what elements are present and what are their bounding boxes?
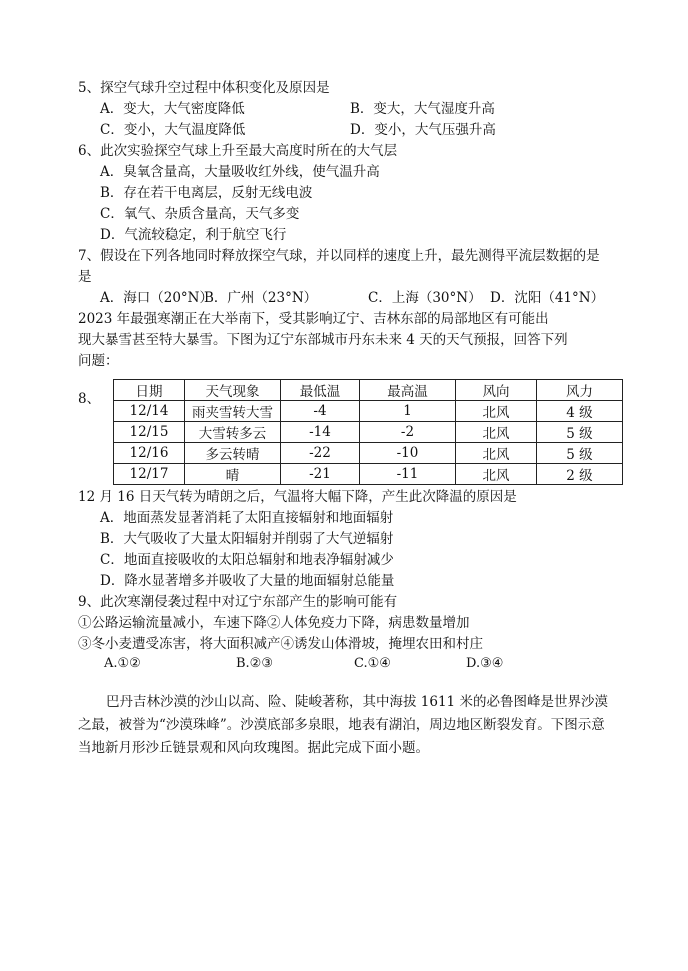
q5-stem: 5、探空气球升空过程中体积变化及原因是 (78, 80, 330, 96)
q8-option-b: B．大气吸收了大量太阳辐射并削弱了大气逆辐射 (100, 531, 394, 547)
col-header-max-temp: 最高温 (360, 380, 456, 401)
col-header-weather: 天气现象 (185, 380, 281, 401)
q6-stem: 6、此次实验探空气球上升至最大高度时所在的大气层 (78, 143, 398, 159)
cell-weather: 晴 (185, 464, 281, 485)
intro-line2: 现大暴雪甚至特大暴雪。下图为辽宁东部城市丹东未来 4 天的天气预报，回答下列 (78, 332, 568, 348)
cell-weather: 多云转晴 (185, 443, 281, 464)
cell-max-temp: 1 (360, 401, 456, 422)
cell-wind-force: 5 级 (537, 443, 623, 464)
q6-option-c: C．氧气、杂质含量高，天气多变 (100, 206, 300, 222)
cell-wind-dir: 北风 (456, 443, 537, 464)
cell-min-temp: -4 (281, 401, 360, 422)
table-row (114, 401, 623, 422)
q9-option-c: C.①④ (354, 656, 391, 671)
q6-option-d: D．气流较稳定，利于航空飞行 (100, 227, 287, 243)
cell-date: 12/14 (114, 401, 185, 422)
q8-option-c: C．地面直接吸收的太阳总辐射和地表净辐射减少 (100, 552, 394, 568)
weather-forecast-table (113, 379, 623, 485)
cell-weather: 雨夹雪转大雪 (185, 401, 281, 422)
q7-stem-line2: 是 (78, 269, 92, 285)
col-header-wind-force: 风力 (537, 380, 623, 401)
q9-option-a: A.①② (104, 656, 141, 671)
q9-item-line1: ①公路运输流量减小，车速下降②人体免疫力下降，病患数量增加 (78, 615, 470, 631)
passage-badain-jaran: 巴丹吉林沙漠的沙山以高、险、陡峻著称，其中海拔 1611 米的必鲁图峰是世界沙漠之最，被誉为“沙漠珠峰”。沙漠底部多泉眼，地表有湖泊，周边地区断裂发育。下图示意当地新月形沙丘链景观和风向玫瑰图。据此完成下面小题。 (78, 694, 608, 756)
q9-item-line2: ③冬小麦遭受冻害，将大面积减产④诱发山体滑坡，掩埋农田和村庄 (78, 636, 483, 652)
q5-option-b: B．变大，大气湿度升高 (350, 101, 495, 117)
cell-wind-dir: 北风 (456, 422, 537, 443)
q5-option-a: A．变大，大气密度降低 (100, 101, 245, 117)
q7-option-c: C．上海（30°N） (368, 290, 482, 306)
cell-wind-force: 5 级 (537, 422, 623, 443)
q8-stem: 12 月 16 日天气转为晴朗之后，气温将大幅下降，产生此次降温的原因是 (78, 489, 517, 505)
intro-line3: 问题： (78, 353, 119, 369)
q7-option-a: A．海口（20°N） (100, 290, 213, 306)
table-row (114, 443, 623, 464)
intro-line1: 2023 年最强寒潮正在大举南下，受其影响辽宁、吉林东部的局部地区有可能出 (78, 311, 549, 327)
col-header-wind-dir: 风向 (456, 380, 537, 401)
q6-option-a: A．臭氧含量高，大量吸收红外线，使气温升高 (100, 164, 380, 180)
q8-option-a: A．地面蒸发显著消耗了太阳直接辐射和地面辐射 (100, 510, 394, 526)
table-row (114, 422, 623, 443)
cell-max-temp: -10 (360, 443, 456, 464)
table-header-row (114, 380, 623, 401)
q9-stem: 9、此次寒潮侵袭过程中对辽宁东部产生的影响可能有 (78, 594, 398, 610)
q5-option-d: D．变小，大气压强升高 (350, 122, 496, 138)
cell-max-temp: -11 (360, 464, 456, 485)
cell-min-temp: -22 (281, 443, 360, 464)
cell-wind-dir: 北风 (456, 464, 537, 485)
cell-date: 12/15 (114, 422, 185, 443)
q5-option-c: C．变小，大气温度降低 (100, 122, 246, 138)
q7-stem-line1: 7、假设在下列各地同时释放探空气球，并以同样的速度上升，最先测得平流层数据的是 (78, 248, 600, 264)
q8-number: 8、 (78, 391, 101, 407)
cell-date: 12/17 (114, 464, 185, 485)
cell-wind-force: 4 级 (537, 401, 623, 422)
q7-option-b: B．广州（23°N） (204, 290, 318, 306)
table-row (114, 464, 623, 485)
cell-wind-force: 2 级 (537, 464, 623, 485)
cell-max-temp: -2 (360, 422, 456, 443)
q9-option-d: D.③④ (466, 656, 504, 671)
cell-min-temp: -21 (281, 464, 360, 485)
cell-date: 12/16 (114, 443, 185, 464)
q8-option-d: D．降水显著增多并吸收了大量的地面辐射总能量 (100, 573, 395, 589)
cell-wind-dir: 北风 (456, 401, 537, 422)
q6-option-b: B．存在若干电离层，反射无线电波 (100, 185, 313, 201)
col-header-date: 日期 (114, 380, 185, 401)
q7-option-d: D．沈阳（41°N） (490, 290, 605, 306)
q9-option-b: B.②③ (236, 656, 273, 671)
cell-min-temp: -14 (281, 422, 360, 443)
col-header-min-temp: 最低温 (281, 380, 360, 401)
cell-weather: 大雪转多云 (185, 422, 281, 443)
